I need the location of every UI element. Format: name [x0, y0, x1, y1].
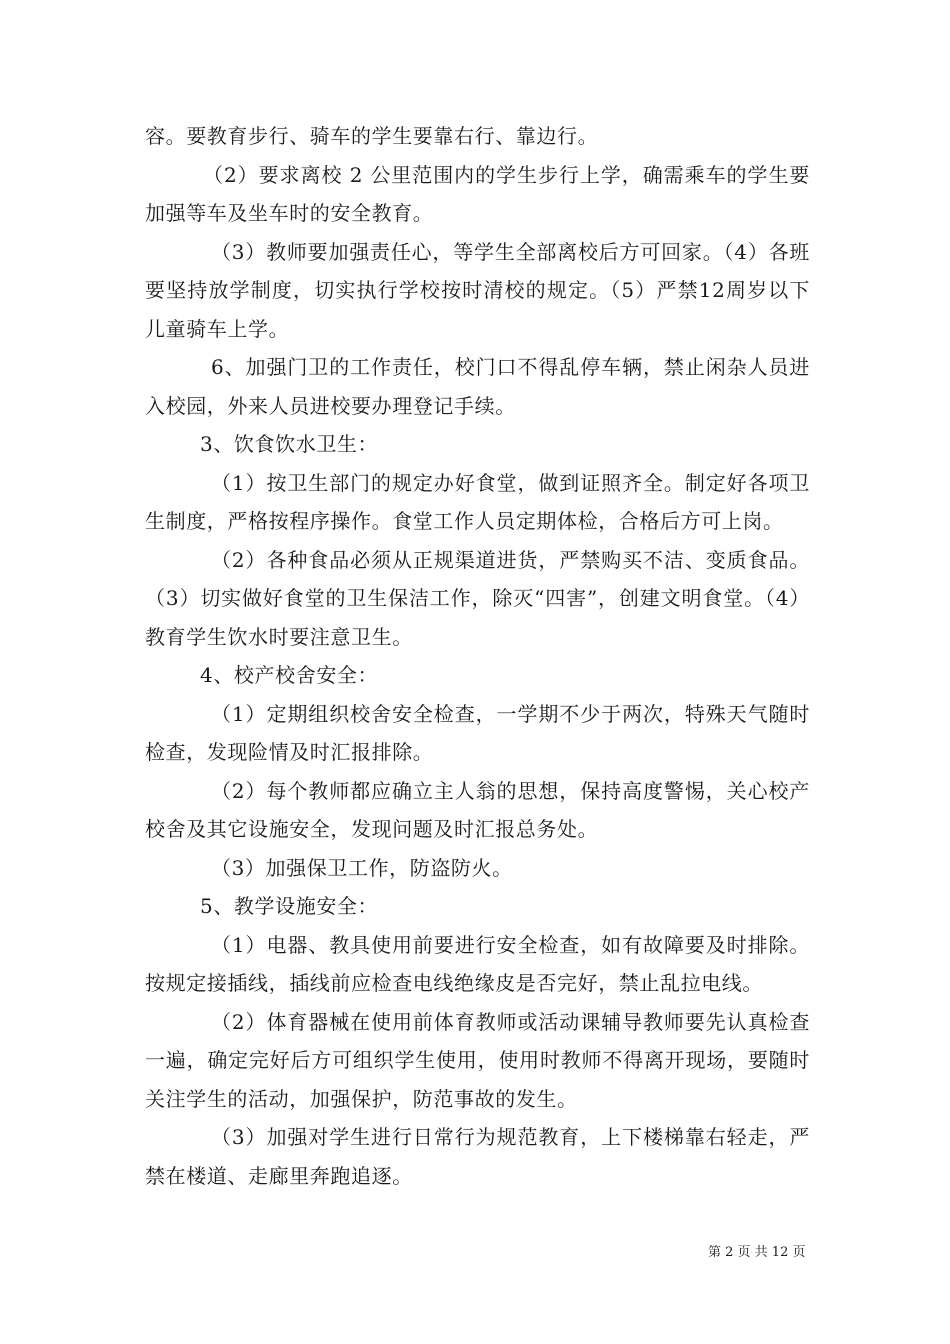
page-number: 第 2 页 共 12 页 [708, 1245, 806, 1260]
paragraph: （1）按卫生部门的规定办好食堂，做到证照齐全。制定好各项卫生制度，严格按程序操作。食堂工作人员定期体检，合格后方可上岗。 [145, 470, 810, 533]
paragraph: （2）要求离校 2 公里范围内的学生步行上学，确需乘车的学生要加强等车及坐车时的安全教育。 [145, 162, 810, 225]
paragraph: （3）加强对学生进行日常行为规范教育，上下楼梯靠右轻走，严禁在楼道、走廊里奔跑追逐。 [145, 1125, 810, 1188]
section-heading: 4、校产校舍安全： [200, 663, 379, 687]
paragraph: （1）定期组织校舍安全检查，一学期不少于两次，特殊天气随时检查，发现险情及时汇报排除。 [145, 701, 810, 764]
section-heading: 3、饮食饮水卫生： [200, 432, 379, 456]
paragraph: （3）加强保卫工作，防盗防火。 [211, 855, 513, 880]
section-heading: 5、教学设施安全： [200, 894, 379, 918]
paragraph: 容。要教育步行、骑车的学生要靠右行、靠边行。 [145, 124, 599, 148]
paragraph: （2）各种食品必须从正规渠道进货，严禁购买不洁、变质食品。（3）切实做好食堂的卫生保洁工作，除灭“四害”，创建文明食堂。（4）教育学生饮水时要注意卫生。 [145, 547, 810, 649]
paragraph: （2）体育器械在使用前体育教师或活动课辅导教师要先认真检查一遍，确定完好后方可组织学生使用，使用时教师不得离开现场，要随时关注学生的活动，加强保护，防范事故的发生。 [145, 1009, 810, 1111]
paragraph: （3）教师要加强责任心，等学生全部离校后方可回家。（4）各班要坚持放学制度，切实执行学校按时清校的规定。（5）严禁12周岁以下儿童骑车上学。 [145, 239, 810, 341]
document-body [145, 117, 810, 1195]
paragraph: （1）电器、教具使用前要进行安全检查，如有故障要及时排除。按规定接插线，插线前应检查电线绝缘皮是否完好，禁止乱拉电线。 [145, 932, 810, 995]
paragraph: （2）每个教师都应确立主人翁的思想，保持高度警惕，关心校产校舍及其它设施安全，发现问题及时汇报总务处。 [145, 778, 810, 841]
paragraph: 6、加强门卫的工作责任，校门口不得乱停车辆，禁止闲杂人员进入校园，外来人员进校要办理登记手续。 [145, 355, 810, 418]
